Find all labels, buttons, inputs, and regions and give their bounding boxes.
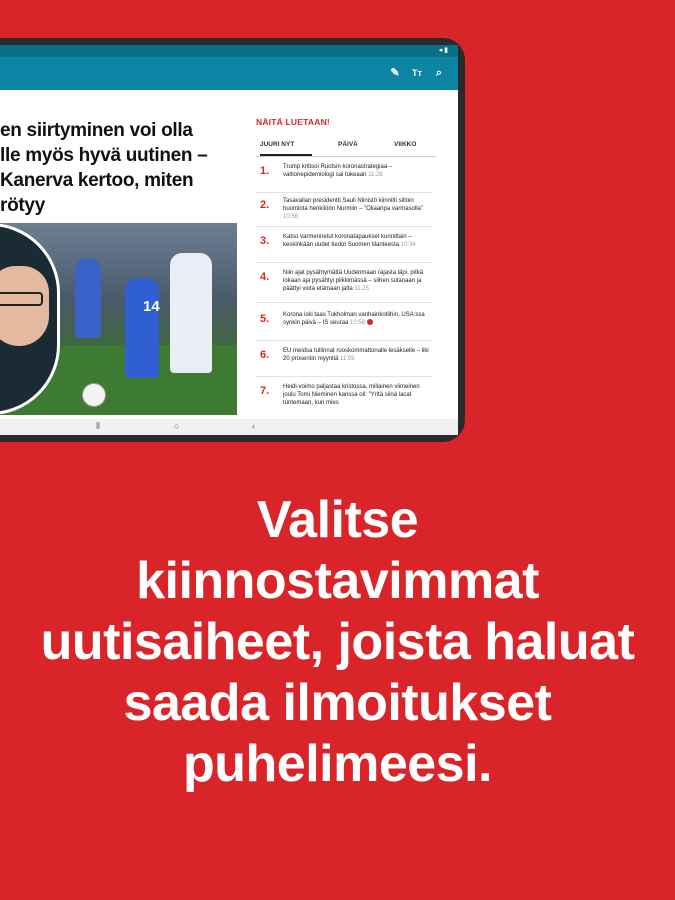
list-item[interactable]	[256, 307, 436, 341]
list-item[interactable]	[256, 379, 436, 413]
article-photo[interactable]	[0, 223, 237, 415]
item-time: 11:28	[368, 172, 383, 178]
item-rank: 6.	[260, 349, 270, 361]
back-icon[interactable]: ‹	[252, 421, 255, 431]
tablet-frame	[0, 38, 465, 442]
portrait-face	[0, 266, 49, 346]
item-rank: 1.	[260, 165, 270, 177]
item-time: 11:25	[354, 286, 369, 292]
item-rank: 3.	[260, 235, 270, 247]
tab-paiva[interactable]: PÄIVÄ	[338, 141, 358, 148]
item-rank: 7.	[260, 385, 270, 397]
status-bar	[0, 45, 458, 57]
item-title: Trump kritisoi Ruotsin koronastrategiaa – valtionepidemiologi sai tukeaan	[283, 164, 393, 178]
headline-line: en siirtyminen voi olla	[0, 120, 193, 141]
list-item[interactable]	[256, 265, 436, 303]
item-time: 10:58	[350, 320, 366, 326]
caption-line: uutisaiheet, joista haluat	[40, 613, 635, 671]
item-time: 11:05	[340, 356, 355, 362]
player-figure	[170, 253, 212, 373]
status-icons: ◂ ▮	[438, 47, 448, 54]
tab-viikko[interactable]: VIIKKO	[394, 141, 417, 148]
live-dot-icon	[367, 319, 373, 325]
tablet-screen	[0, 45, 458, 435]
item-title: Tasavallan presidentti Sauli Niinistö kiinnitti silloin huomiota henkilöön Nurmiin – "Oliaanpa varmasolla"	[283, 198, 423, 212]
item-time: 10:34	[400, 242, 416, 248]
tabs-divider	[256, 156, 436, 157]
most-read-panel	[256, 117, 436, 417]
text-size-icon[interactable]: Tт	[412, 68, 422, 78]
list-item[interactable]	[256, 159, 436, 193]
item-title: EU meidsa tullinnat ruoskommattonalle lesäkselle – liki 20 prosentin myyntiä	[283, 348, 429, 362]
promo-caption	[0, 490, 675, 795]
pin-icon[interactable]: ✎	[390, 67, 400, 79]
article-headline[interactable]	[0, 118, 250, 218]
divider	[256, 262, 432, 263]
item-title: Niin ajat pysähtymättä Uudenmaan rajasta läpi, pitkä lokaan aja pysähtyi pilkkimässä – siihen sulanaan ja päättyi viota etämaan jalta	[283, 270, 424, 292]
caption-line: kiinnostavimmat	[136, 552, 539, 610]
player-figure	[75, 258, 101, 338]
tabs	[256, 139, 436, 157]
active-tab-indicator	[260, 154, 312, 156]
recent-apps-icon[interactable]: ⦀	[96, 421, 100, 431]
divider	[256, 340, 432, 341]
glasses-icon	[0, 292, 43, 306]
search-icon[interactable]: ⌕	[435, 67, 443, 79]
caption-line: puhelimeesi.	[183, 735, 492, 793]
divider	[256, 302, 432, 303]
list-item[interactable]	[256, 229, 436, 263]
headline-line: rötyy	[0, 195, 45, 216]
divider	[256, 226, 432, 227]
item-rank: 2.	[260, 199, 270, 211]
divider	[256, 376, 432, 377]
list-item[interactable]	[256, 193, 436, 227]
caption-line: saada ilmoitukset	[123, 674, 552, 732]
item-rank: 5.	[260, 313, 270, 325]
headline-line: lle myös hyvä uutinen –	[0, 145, 208, 166]
item-title: Korona iski taas Tukholman vanhainkotiihin, USA:ssa synkin päivä – IS seuraa	[283, 312, 425, 326]
item-time: 10:58	[283, 214, 299, 220]
list-item[interactable]	[256, 343, 436, 377]
caption-line: Valitse	[256, 491, 419, 549]
football-icon	[82, 383, 106, 407]
home-icon[interactable]: ○	[174, 421, 180, 431]
item-rank: 4.	[260, 271, 270, 283]
player-figure	[125, 278, 159, 378]
tab-juuri-nyt[interactable]: JUURI NYT	[260, 141, 295, 148]
system-nav-bar	[0, 419, 458, 435]
jersey-number: 14	[143, 298, 160, 315]
app-bar	[0, 57, 458, 90]
item-title: Heidi-voimo paljastaa kristossa, millainen viimeinen joulu Tomi Nieminen kanssa oli: "Yritä siinä lacat tuntemaan, kun mies	[283, 384, 420, 406]
panel-title: NÄITÄ LUETAAN!	[256, 117, 330, 127]
headline-line: Kanerva kertoo, miten	[0, 170, 194, 191]
item-title: Katso varmennetut koronatapaukset kunnittain – keskinkään uudet tiedot Suomen tilanteesta	[283, 234, 412, 248]
